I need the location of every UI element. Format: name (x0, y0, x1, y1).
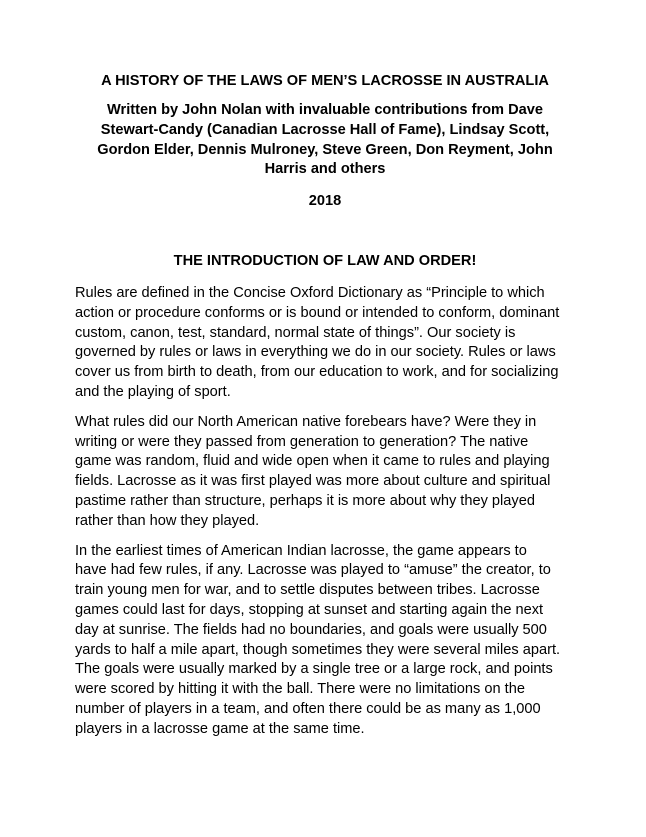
paragraph-line: What rules did our North American native forebears have? Were they in (75, 413, 537, 430)
paragraph-line: rather than how they played. (75, 512, 260, 529)
paragraph-line: writing or were they passed from generation to generation? The native (75, 433, 529, 450)
authors-line: Written by John Nolan with invaluable contributions from Dave (107, 102, 543, 118)
publication-year: 2018 (308, 193, 342, 209)
paragraph-line: have had few rules, if any. Lacrosse was played to “amuse” the creator, to (75, 562, 551, 579)
paragraph-early-lacrosse (75, 542, 585, 740)
paragraph-line: train young men for war, and to settle disputes between tribes. Lacrosse (75, 582, 540, 599)
paragraph-line: day at sunrise. The fields had no boundaries, and goals were usually 500 (75, 621, 547, 638)
paragraph-line: action or procedure conforms or is bound or intended to conform, dominant (75, 304, 560, 321)
paragraph-line: The goals were usually marked by a single tree or a large rock, and points (75, 661, 553, 678)
paragraph-line: pastime rather than structure, perhaps it is more about why they played (75, 492, 535, 509)
paragraph-line: and the playing of sport. (75, 383, 231, 400)
authors-line: Stewart-Candy (Canadian Lacrosse Hall of Fame), Lindsay Scott, (100, 121, 550, 138)
authors-credit (72, 101, 578, 180)
paragraph-line: number of players in a team, and often there could be as many as 1,000 (75, 700, 541, 717)
paragraph-line: games could last for days, stopping at sunset and starting again the next (75, 601, 544, 618)
section-heading: THE INTRODUCTION OF LAW AND ORDER! (173, 253, 477, 269)
paragraph-line: Rules are defined in the Concise Oxford Dictionary as “Principle to which (75, 285, 545, 301)
body-text (75, 284, 585, 750)
paragraph-line: In the earliest times of American Indian lacrosse, the game appears to (75, 542, 527, 559)
paragraph-native-rules (75, 413, 585, 532)
paragraph-rules-definition (75, 284, 585, 403)
paragraph-line: were scored by hitting it with the ball. There were no limitations on the (75, 681, 525, 698)
authors-line: Harris and others (264, 161, 386, 178)
paragraph-line: fields. Lacrosse as it was first played was more about culture and spiritual (75, 473, 551, 490)
document-title: A HISTORY OF THE LAWS OF MEN’S LACROSSE IN AUSTRALIA (101, 73, 549, 89)
paragraph-line: game was random, fluid and wide open when it came to rules and playing (75, 453, 550, 470)
paragraph-line: governed by rules or laws in everything we do in our society. Rules or laws (75, 344, 556, 361)
paragraph-line: custom, canon, test, standard, normal state of things”. Our society is (75, 324, 516, 341)
paragraph-line: cover us from birth to death, from our education to work, and for socializing (75, 364, 559, 381)
paragraph-line: players in a lacrosse game at the same time. (75, 720, 365, 737)
paragraph-line: yards to half a mile apart, though sometimes they were several miles apart. (75, 641, 561, 658)
authors-line: Gordon Elder, Dennis Mulroney, Steve Green, Don Reyment, John (97, 141, 553, 158)
